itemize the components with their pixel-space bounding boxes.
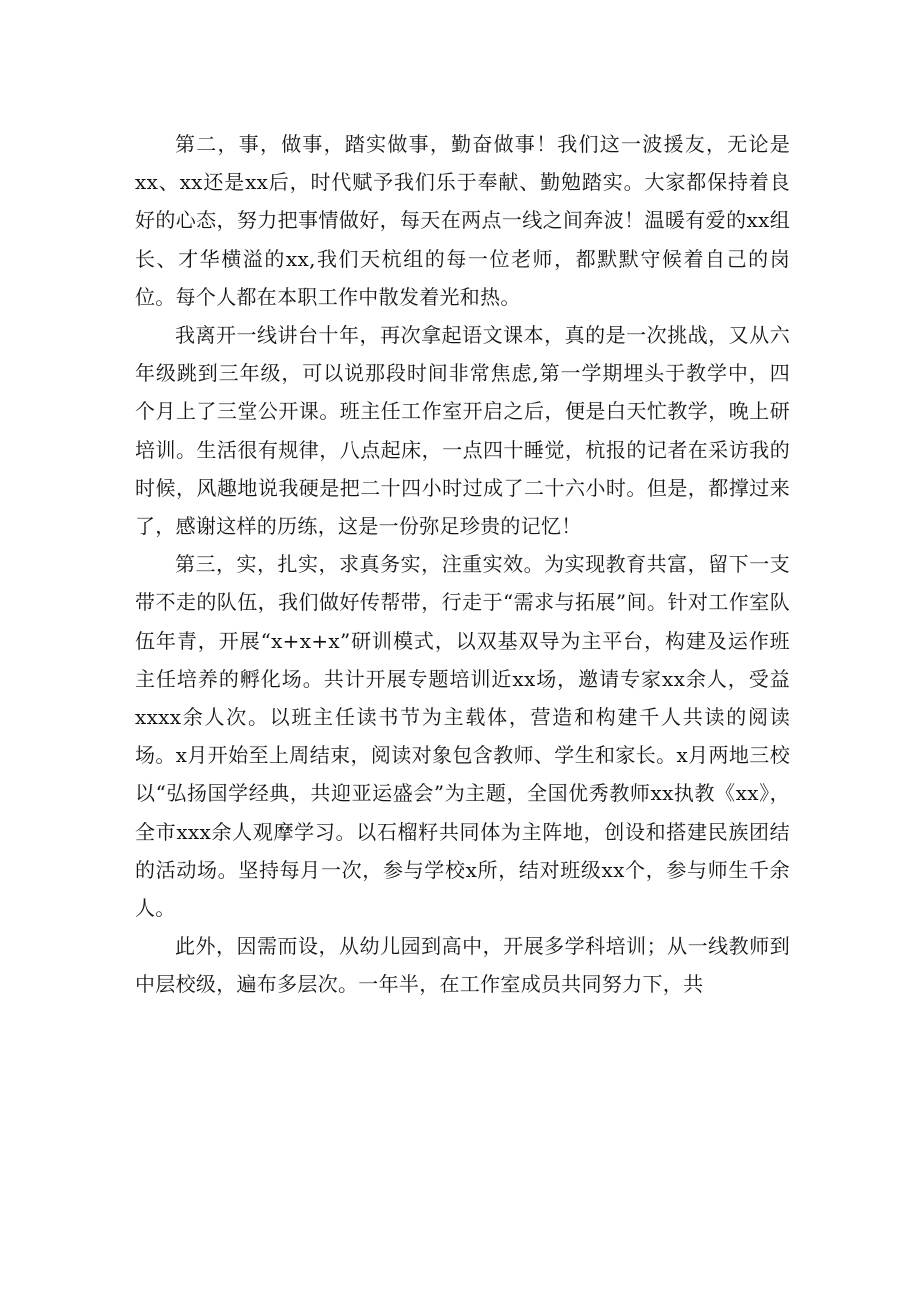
paragraph-4: 此外，因需而设，从幼儿园到高中，开展多学科培训；从一线教师到中层校级，遍布多层次。一年半，在工作室成员共同努力下，共 bbox=[135, 934, 790, 997]
paragraph-1: 第二，事，做事，踏实做事，勤奋做事！我们这一波援友，无论是xx、xx还是xx后，时代赋予我们乐于奉献、勤勉踏实。大家都保持着良好的心态，努力把事情做好，每天在两点一线之间奔波！温暖有爱的xx组长、才华横溢的xx,我们天杭组的每一位老师，都默默守候着自己的岗位。每个人都在本职工作中散发着光和热。 bbox=[135, 132, 790, 309]
paragraph-3: 第三，实，扎实，求真务实，注重实效。为实现教育共富，留下一支带不走的队伍，我们做好传帮带，行走于“需求与拓展”间。针对工作室队伍年青，开展“x+x+x”研训模式，以双基双导为主平台，构建及运作班主任培养的孵化场。共计开展专题培训近xx场，邀请专家xx余人，受益xxxx余人次。以班主任读书节为主载体，营造和构建千人共读的阅读场。x月开始至上周结束，阅读对象包含教师、学生和家长。x月两地三校以“弘扬国学经典，共迎亚运盛会”为主题，全国优秀教师xx执教《xx》，全市xxx余人观摩学习。以石榴籽共同体为主阵地，创设和搭建民族团结的活动场。坚持每月一次，参与学校x所，结对班级xx个，参与师生千余人。 bbox=[135, 552, 790, 921]
paragraph-2: 我离开一线讲台十年，再次拿起语文课本，真的是一次挑战，又从六年级跳到三年级，可以说那段时间非常焦虑,第一学期埋头于教学中，四个月上了三堂公开课。班主任工作室开启之后，便是白天忙教学，晚上研培训。生活很有规律，八点起床，一点四十睡觉，杭报的记者在采访我的时候，风趣地说我硬是把二十四小时过成了二十六小时。但是，都撑过来了，感谢这样的历练，这是一份弥足珍贵的记忆！ bbox=[135, 323, 790, 539]
document-body bbox=[135, 125, 790, 1004]
